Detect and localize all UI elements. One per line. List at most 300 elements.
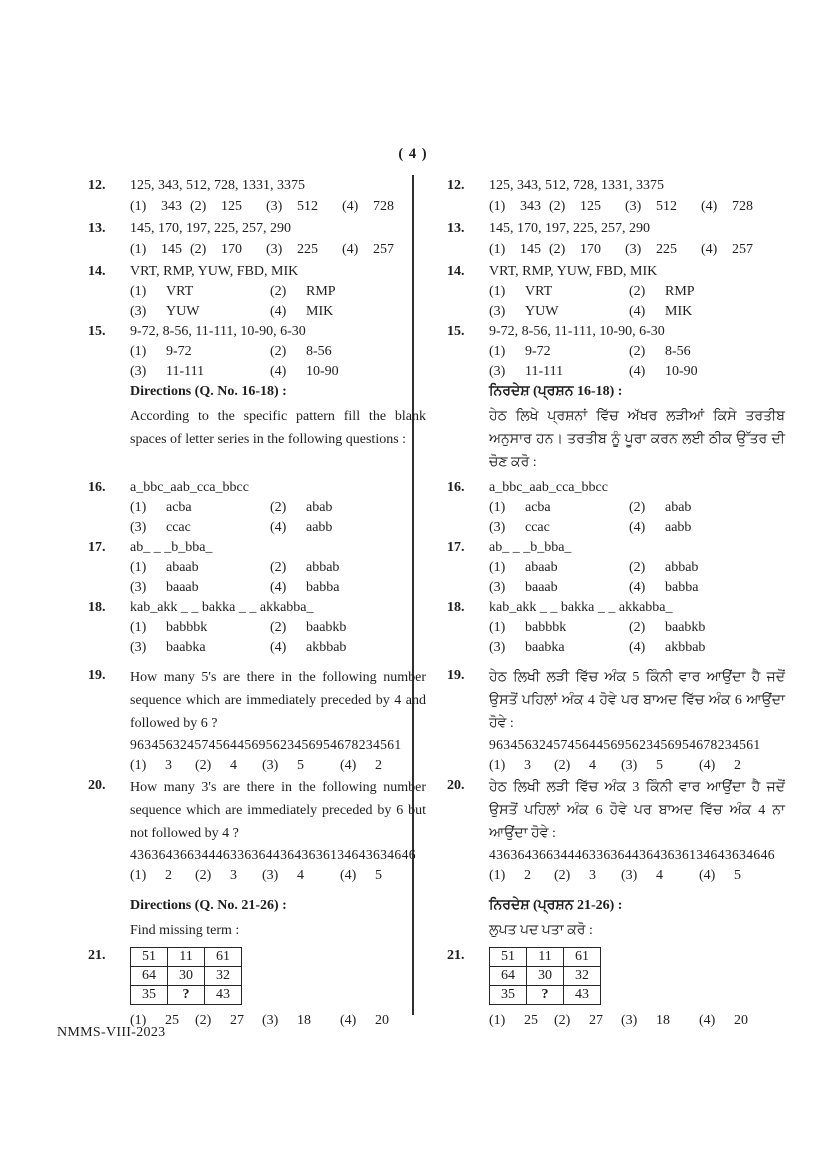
option-4 [701, 196, 753, 217]
question-stem: 9-72, 8-56, 11-111, 10-90, 6-30 [489, 324, 665, 339]
option-3 [489, 518, 629, 538]
option-value: 9-72 [166, 344, 192, 359]
option-value: 145 [161, 242, 182, 257]
option-value: 257 [732, 242, 753, 257]
question-stem: 125, 343, 512, 728, 1331, 3375 [130, 178, 305, 193]
option-number: (1) [489, 500, 506, 515]
option-3 [266, 239, 342, 260]
option-value: 5 [734, 868, 741, 883]
option-number: (2) [270, 284, 287, 299]
directions-16-18 [130, 382, 426, 474]
option-3 [266, 196, 342, 217]
option-number: (2) [549, 199, 566, 214]
table-cell: 11 [168, 948, 205, 967]
question-text: How many 3's are there in the following number sequence which are immediately preceded by 6 but not followed by 4 ? [130, 780, 426, 841]
option-value: 3 [165, 758, 172, 773]
option-3 [489, 362, 629, 382]
option-value: VRT [525, 284, 553, 299]
options-grid [130, 618, 426, 658]
question-14-pa [447, 262, 785, 322]
option-number: (4) [699, 1013, 716, 1028]
table-cell: 30 [168, 967, 205, 986]
option-number: (1) [489, 344, 506, 359]
option-number: (4) [699, 868, 716, 883]
options-grid [130, 282, 426, 322]
option-1 [489, 239, 549, 260]
table-cell: 64 [490, 967, 527, 986]
option-4 [270, 578, 426, 598]
option-2 [629, 618, 785, 638]
option-value: ccac [166, 520, 191, 535]
option-value: akbbab [306, 640, 347, 655]
option-number: (3) [130, 640, 147, 655]
option-value: baabka [166, 640, 206, 655]
option-number: (3) [489, 364, 506, 379]
option-number: (3) [262, 868, 279, 883]
table-cell: 43 [205, 986, 242, 1005]
option-number: (3) [130, 304, 147, 319]
option-number: (4) [699, 758, 716, 773]
option-number: (1) [489, 199, 506, 214]
table-cell: 35 [131, 986, 168, 1005]
option-value: VRT [166, 284, 194, 299]
option-value: 25 [165, 1013, 179, 1028]
table-cell: 61 [564, 948, 601, 967]
number-sequence: 96345632457456445695623456954678234561 [489, 737, 761, 752]
question-20 [88, 776, 426, 886]
question-number: 16. [88, 480, 106, 495]
option-2 [270, 558, 426, 578]
question-18-pa [447, 598, 785, 658]
question-12-pa [447, 176, 785, 217]
option-number: (4) [701, 199, 718, 214]
options-row [489, 239, 785, 260]
option-3 [625, 196, 701, 217]
option-4 [340, 755, 382, 776]
number-sequence: 4363643663444633636443643636134643634646 [489, 847, 775, 862]
question-number: 19. [88, 668, 106, 683]
directions-title: ਨਿਰਦੇਸ਼ (ਪ੍ਰਸ਼ਨ 16-18) : [489, 384, 623, 399]
option-value: aabb [306, 520, 333, 535]
question-18 [88, 598, 426, 658]
table-cell: 32 [564, 967, 601, 986]
footer-paper-code: NMMS-VIII-2023 [57, 1025, 166, 1040]
option-value: 27 [230, 1013, 244, 1028]
option-number: (4) [701, 242, 718, 257]
option-value: 5 [297, 758, 304, 773]
option-4 [629, 638, 785, 658]
option-2 [554, 755, 621, 776]
option-1 [489, 865, 554, 886]
option-number: (2) [270, 344, 287, 359]
option-2 [554, 865, 621, 886]
option-3 [489, 578, 629, 598]
option-3 [489, 638, 629, 658]
option-value: abbab [306, 560, 340, 575]
option-value: 8-56 [665, 344, 691, 359]
question-stem: kab_akk _ _ bakka _ _ akkabba_ [130, 600, 314, 615]
option-number: (3) [489, 580, 506, 595]
option-number: (3) [489, 640, 506, 655]
option-value: 225 [297, 242, 318, 257]
option-value: abaab [166, 560, 199, 575]
option-4 [699, 755, 741, 776]
option-number: (1) [130, 560, 147, 575]
question-number: 15. [88, 324, 106, 339]
options-row [489, 755, 785, 776]
option-1 [130, 239, 190, 260]
option-value: RMP [306, 284, 336, 299]
option-value: 4 [656, 868, 663, 883]
option-number: (2) [270, 620, 287, 635]
question-19-pa [447, 666, 785, 776]
directions-body: ਲੁਪਤ ਪਦ ਪਤਾ ਕਰੋ : [489, 923, 593, 938]
option-4 [340, 1010, 389, 1031]
option-number: (3) [130, 580, 147, 595]
options-row [130, 196, 426, 217]
option-number: (4) [270, 580, 287, 595]
option-2 [629, 558, 785, 578]
option-number: (2) [554, 758, 571, 773]
option-4 [340, 865, 382, 886]
option-3 [262, 865, 340, 886]
option-value: aabb [665, 520, 692, 535]
options-grid [130, 342, 426, 382]
option-4 [270, 302, 426, 322]
option-number: (2) [554, 1013, 571, 1028]
option-3 [489, 302, 629, 322]
option-value: baabka [525, 640, 565, 655]
option-4 [701, 239, 753, 260]
option-value: 343 [520, 199, 541, 214]
option-number: (4) [270, 520, 287, 535]
option-number: (4) [342, 242, 359, 257]
table-cell: 11 [527, 948, 564, 967]
option-value: MIK [306, 304, 334, 319]
options-grid [489, 498, 785, 538]
option-1 [489, 342, 629, 362]
option-value: 512 [656, 199, 677, 214]
option-number: (1) [130, 199, 147, 214]
option-1 [489, 196, 549, 217]
option-number: (4) [340, 758, 357, 773]
directions-body: According to the specific pattern fill the blank spaces of letter series in the following questions : [130, 409, 426, 447]
left-column [88, 176, 426, 1033]
question-stem: VRT, RMP, YUW, FBD, MIK [130, 264, 299, 279]
table-cell-missing: ? [527, 986, 564, 1005]
question-16 [88, 478, 426, 538]
table-cell-missing: ? [168, 986, 205, 1005]
option-3 [130, 302, 270, 322]
question-stem: ab_ _ _b_bba_ [489, 540, 572, 555]
option-2 [195, 1010, 262, 1031]
option-number: (4) [340, 1013, 357, 1028]
question-stem: 145, 170, 197, 225, 257, 290 [489, 221, 650, 236]
option-value: 2 [375, 758, 382, 773]
option-number: (4) [270, 640, 287, 655]
question-stem: kab_akk _ _ bakka _ _ akkabba_ [489, 600, 673, 615]
question-number: 12. [447, 178, 465, 193]
question-17-pa [447, 538, 785, 598]
option-number: (2) [270, 560, 287, 575]
options-grid [489, 618, 785, 658]
option-value: 8-56 [306, 344, 332, 359]
directions-body: Find missing term : [130, 923, 240, 938]
option-1 [130, 498, 270, 518]
directions-16-18-pa [489, 382, 785, 474]
question-number: 13. [447, 221, 465, 236]
option-value: babbbk [166, 620, 208, 635]
option-number: (3) [489, 520, 506, 535]
table-cell: 51 [490, 948, 527, 967]
option-value: 3 [524, 758, 531, 773]
option-value: babba [306, 580, 340, 595]
option-2 [549, 239, 625, 260]
option-value: 4 [297, 868, 304, 883]
right-column [447, 176, 785, 1033]
option-number: (4) [342, 199, 359, 214]
option-2 [629, 498, 785, 518]
question-number: 18. [88, 600, 106, 615]
question-text: How many 5's are there in the following number sequence which are immediately preceded by 4 and followed by 6 ? [130, 670, 426, 731]
option-value: 5 [656, 758, 663, 773]
option-value: RMP [665, 284, 695, 299]
option-value: 3 [230, 868, 237, 883]
question-number: 12. [88, 178, 106, 193]
option-number: (3) [621, 1013, 638, 1028]
option-1 [130, 865, 195, 886]
option-1 [130, 755, 195, 776]
option-number: (4) [340, 868, 357, 883]
directions-title: Directions (Q. No. 16-18) : [130, 384, 287, 399]
option-number: (2) [554, 868, 571, 883]
table-cell: 64 [131, 967, 168, 986]
directions-body: ਹੇਠ ਲਿਖੇ ਪ੍ਰਸ਼ਨਾਂ ਵਿੱਚ ਅੱਖਰ ਲੜੀਆਂ ਕਿਸੇ ਤਰਤੀਬ ਅਨੁਸਾਰ ਹਨ। ਤਰਤੀਬ ਨੂੰ ਪੂਰਾ ਕਰਨ ਲਈ ਠੀਕ ਉੱਤਰ ਦੀ ਚੋਣ ਕਰੋ : [489, 409, 785, 470]
question-stem: 125, 343, 512, 728, 1331, 3375 [489, 178, 664, 193]
option-number: (4) [270, 364, 287, 379]
option-value: 25 [524, 1013, 538, 1028]
option-number: (3) [130, 364, 147, 379]
option-2 [190, 196, 266, 217]
option-2 [554, 1010, 621, 1031]
option-number: (4) [629, 520, 646, 535]
option-number: (1) [130, 500, 147, 515]
question-15-pa [447, 322, 785, 382]
question-text: ਹੇਠ ਲਿਖੀ ਲੜੀ ਵਿੱਚ ਅੰਕ 3 ਕਿੰਨੀ ਵਾਰ ਆਉਂਦਾ ਹੈ ਜਦੋਂ ਉਸਤੋਂ ਪਹਿਲਾਂ ਅੰਕ 6 ਹੋਵੇ ਪਰ ਬਾਅਦ ਵਿੱਚ ਅੰਕ 4 ਨਾ ਆਉਂਦਾ ਹੋਵੇ : [489, 780, 785, 841]
option-2 [549, 196, 625, 217]
options-row [489, 196, 785, 217]
option-value: 125 [221, 199, 242, 214]
directions-title: ਨਿਰਦੇਸ਼ (ਪ੍ਰਸ਼ਨ 21-26) : [489, 898, 623, 913]
option-1 [130, 342, 270, 362]
question-19 [88, 666, 426, 776]
option-value: baaab [525, 580, 558, 595]
option-number: (1) [489, 284, 506, 299]
option-value: 5 [375, 868, 382, 883]
option-number: (3) [621, 868, 638, 883]
option-value: 2 [524, 868, 531, 883]
option-value: baabkb [665, 620, 706, 635]
option-value: YUW [525, 304, 559, 319]
option-value: 11-111 [525, 364, 564, 379]
option-number: (1) [130, 242, 147, 257]
option-value: acba [525, 500, 551, 515]
option-2 [629, 282, 785, 302]
question-17 [88, 538, 426, 598]
option-2 [270, 342, 426, 362]
option-number: (1) [130, 344, 147, 359]
question-16-pa [447, 478, 785, 538]
option-1 [489, 498, 629, 518]
option-1 [489, 282, 629, 302]
question-number: 20. [88, 778, 106, 793]
table-cell: 61 [205, 948, 242, 967]
option-number: (1) [489, 1013, 506, 1028]
option-number: (3) [262, 758, 279, 773]
option-2 [195, 755, 262, 776]
question-number: 16. [447, 480, 465, 495]
option-value: 728 [732, 199, 753, 214]
question-number: 17. [447, 540, 465, 555]
option-3 [130, 638, 270, 658]
option-number: (2) [190, 242, 207, 257]
options-row [130, 1010, 426, 1031]
option-value: 11-111 [166, 364, 205, 379]
option-3 [262, 755, 340, 776]
question-stem: a_bbc_aab_cca_bbcc [130, 480, 249, 495]
option-value: 2 [165, 868, 172, 883]
options-row [130, 239, 426, 260]
option-number: (1) [489, 868, 506, 883]
option-number: (2) [629, 620, 646, 635]
option-number: (3) [266, 199, 283, 214]
question-stem: 145, 170, 197, 225, 257, 290 [130, 221, 291, 236]
option-4 [699, 1010, 748, 1031]
option-3 [262, 1010, 340, 1031]
question-number: 14. [88, 264, 106, 279]
option-number: (3) [262, 1013, 279, 1028]
option-number: (1) [489, 758, 506, 773]
option-4 [629, 362, 785, 382]
option-value: 4 [230, 758, 237, 773]
option-value: 10-90 [665, 364, 698, 379]
question-20-pa [447, 776, 785, 886]
option-number: (4) [270, 304, 287, 319]
options-grid [489, 342, 785, 382]
option-number: (2) [629, 344, 646, 359]
option-4 [270, 518, 426, 538]
option-number: (2) [629, 284, 646, 299]
option-number: (1) [130, 758, 147, 773]
option-value: 10-90 [306, 364, 339, 379]
question-15 [88, 322, 426, 382]
option-value: abbab [665, 560, 699, 575]
number-sequence: 96345632457456445695623456954678234561 [130, 737, 402, 752]
option-value: 512 [297, 199, 318, 214]
option-value: 18 [297, 1013, 311, 1028]
option-4 [270, 638, 426, 658]
option-3 [130, 362, 270, 382]
option-number: (3) [625, 199, 642, 214]
option-number: (3) [621, 758, 638, 773]
option-number: (1) [489, 242, 506, 257]
option-value: 20 [734, 1013, 748, 1028]
question-stem: a_bbc_aab_cca_bbcc [489, 480, 608, 495]
options-row [130, 755, 426, 776]
table-cell: 30 [527, 967, 564, 986]
option-4 [342, 196, 394, 217]
table-cell: 35 [490, 986, 527, 1005]
option-number: (3) [130, 520, 147, 535]
option-value: 2 [734, 758, 741, 773]
option-4 [699, 865, 741, 886]
option-2 [270, 498, 426, 518]
option-value: 225 [656, 242, 677, 257]
option-number: (1) [130, 868, 147, 883]
option-2 [270, 618, 426, 638]
option-number: (1) [489, 560, 506, 575]
question-number: 14. [447, 264, 465, 279]
option-value: 170 [221, 242, 242, 257]
option-value: acba [166, 500, 192, 515]
question-stem: VRT, RMP, YUW, FBD, MIK [489, 264, 658, 279]
option-1 [489, 1010, 554, 1031]
option-value: 170 [580, 242, 601, 257]
option-value: 257 [373, 242, 394, 257]
question-21-pa [447, 946, 785, 1031]
option-value: ccac [525, 520, 550, 535]
option-number: (1) [130, 1013, 147, 1028]
question-12 [88, 176, 426, 217]
options-grid [130, 558, 426, 598]
option-1 [489, 755, 554, 776]
options-grid [489, 282, 785, 322]
option-number: (3) [625, 242, 642, 257]
question-number: 20. [447, 778, 465, 793]
matrix-table [130, 947, 242, 1005]
option-1 [130, 282, 270, 302]
question-21 [88, 946, 426, 1031]
option-4 [629, 518, 785, 538]
option-1 [489, 618, 629, 638]
question-13 [88, 219, 426, 260]
directions-21-26-pa [489, 896, 785, 942]
option-value: 728 [373, 199, 394, 214]
option-value: 4 [589, 758, 596, 773]
option-number: (3) [489, 304, 506, 319]
option-value: abab [306, 500, 333, 515]
option-3 [621, 1010, 699, 1031]
question-number: 19. [447, 668, 465, 683]
directions-title: Directions (Q. No. 21-26) : [130, 898, 287, 913]
question-number: 13. [88, 221, 106, 236]
option-number: (1) [130, 620, 147, 635]
option-number: (2) [195, 758, 212, 773]
option-4 [629, 578, 785, 598]
option-1 [130, 558, 270, 578]
options-row [130, 865, 426, 886]
option-4 [270, 362, 426, 382]
option-3 [621, 865, 699, 886]
question-number: 17. [88, 540, 106, 555]
option-2 [629, 342, 785, 362]
question-number: 21. [88, 948, 106, 963]
option-value: babba [665, 580, 699, 595]
option-3 [625, 239, 701, 260]
directions-21-26 [130, 896, 426, 942]
option-number: (2) [629, 500, 646, 515]
option-value: 145 [520, 242, 541, 257]
